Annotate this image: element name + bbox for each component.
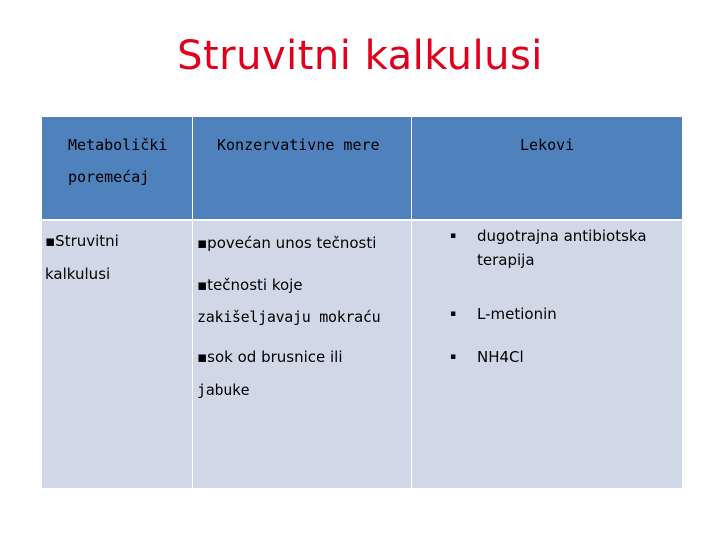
cell-measure-line4: ▪sok od brusnice ili [197, 348, 343, 366]
cell-measure-line1: ▪povećan unos tečnosti [197, 234, 377, 252]
header-drugs: Lekovi [520, 136, 575, 154]
cell-disorder-line1: ▪Struvitni [45, 232, 119, 250]
header-metabolic-line1: Metabolički [68, 136, 168, 154]
cell-measure-line3: zakišeljavaju mokraću [197, 308, 381, 326]
column-divider-2 [411, 117, 412, 488]
cell-disorder-line2: kalkulusi [45, 265, 111, 283]
bullet-icon: ▪ [450, 231, 457, 241]
list-item-methionine [447, 302, 679, 326]
list-item-ammonium-chloride [447, 345, 679, 369]
drug-label: dugotrajna antibiotska terapija [477, 227, 647, 269]
drug-label: L-metionin [477, 305, 557, 323]
list-item-antibiotic [447, 224, 679, 272]
bullet-icon: ▪ [450, 309, 457, 319]
header-metabolic-line2: poremećaj [68, 168, 150, 186]
header-divider [42, 219, 682, 221]
content-table [42, 117, 682, 488]
slide-title: Struvitni kalkulusi [177, 33, 543, 79]
cell-measure-line5: jabuke [197, 381, 250, 399]
column-divider-1 [192, 117, 193, 488]
drug-label: NH4Cl [477, 348, 524, 366]
bullet-icon: ▪ [450, 352, 457, 362]
header-conservative-measures: Konzervativne mere [217, 136, 380, 154]
cell-measure-line2: ▪tečnosti koje [197, 276, 303, 294]
